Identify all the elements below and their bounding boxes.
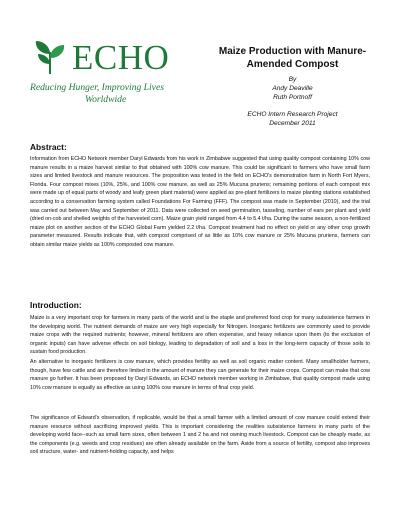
abstract-heading: Abstract: xyxy=(30,142,67,152)
intro-paragraph-3: The significance of Edward's observation, if replicable, would be that a small farmer with a limited amount of cow manure could extend their manure resource without sacrificing improved yields. This is important considering the realities subsistence farmers in many parts of the developing world face--such as small farm sizes, often between 1 and 2 ha and not owning much livestock. Compost can be cheaply made, as the components (e.g. weeds and crop residues) are often already available on the farm. Aside from a source of fertility, compost also improves soil structure, water- and nutrient-holding capacity, and helps xyxy=(30,415,370,456)
document-title: Maize Production with Manure-Amended Compost xyxy=(218,46,367,70)
logo-tagline-2: Worldwide xyxy=(85,94,127,105)
author-name: Andy Deaville xyxy=(272,85,313,92)
intro-paragraph-2: An alternative to inorganic fertilizers is cow manure, which provides fertility as well as soil organic matter content. Many smallholder farmers, though, have few cattle and are therefore limited in the amount of manure they can generate for their maize crops. Compost can make that cow manure go further. It has been proposed by Daryl Edwards, an ECHO network member working in Zimbabwe, that quality compost made using 10% cow manure is equally as effective as using 100% cow manure in terms of final crop yield. xyxy=(30,359,370,391)
by-label: By xyxy=(288,76,297,83)
logo-tagline: Reducing Hunger, Improving Lives xyxy=(30,82,164,93)
spacer xyxy=(205,102,380,110)
echo-leaf-icon xyxy=(30,38,70,78)
intro-paragraph-1: Maize is a very important crop for farmers in many parts of the world and is the staple and preferred food crop for many subsistence farmers in the developing world. The nutrient demands of maize are very high especially for Nitrogen. Inorganic fertilizers are commonly used to provide maize crops with the required nutrients; however, mineral fertilizers are often expensive, and heavy reliance upon them (to the exclusion of organic inputs) can have adverse effects on soil biology, leading to degradation of soil and a loss in the long-term capacity of those soils to sustain food production. xyxy=(30,315,370,356)
introduction-heading: Introduction: xyxy=(30,300,82,310)
date-label: December 2011 xyxy=(269,120,316,127)
abstract-paragraph: Information from ECHO Network member Daryl Edwards from his work in Zimbabwe suggested that using quality compost containing 10% cow manure results in a maize harvest similar to that obtained with 100% cow manure. This could be significant to farmers who have small farm sizes and limited livestock and manure resources. The proposition was tested in the field on ECHO's demonstration farm in North Fort Myers, Florida. Four compost mixes (10%, 25%, and 100% cow manure, as well as 25% Mucuna pruriens; remaining portions of each compost mix were made up of equal parts of woody and leafy green plant material) were applied as pre-plant fertilizers to maize planting stations established according to a conservation farming system called Foundations For Farming (FFF). The compost was made in September (2010), and the trial was carried out between May and September of 2011. Data were collected on seed germination, tasseling, number of ears per plant and yield (dried on-cob and shelled weights of the harvested corn). Maize grain yield ranged from 4.4 to 5.4 t/ha. During the same season, a non-fertilized maize plot on another section of the ECHO Global Farm yielded 2.2 t/ha. Compost treatment had no effect on yield or any other crop growth parameter measured. Results indicate that, with compost comprised of as little as 10% cow manure or 25% Mucuna pruriens, farmers can obtain similar maize yields as 100% composted cow manure. xyxy=(30,156,370,248)
logo-wordmark: ECHO xyxy=(72,38,170,77)
project-label: ECHO Intern Research Project xyxy=(247,111,338,118)
echo-logo xyxy=(30,38,200,108)
author-name-2: Ruth Portnoff xyxy=(273,94,312,101)
byline xyxy=(205,75,380,128)
